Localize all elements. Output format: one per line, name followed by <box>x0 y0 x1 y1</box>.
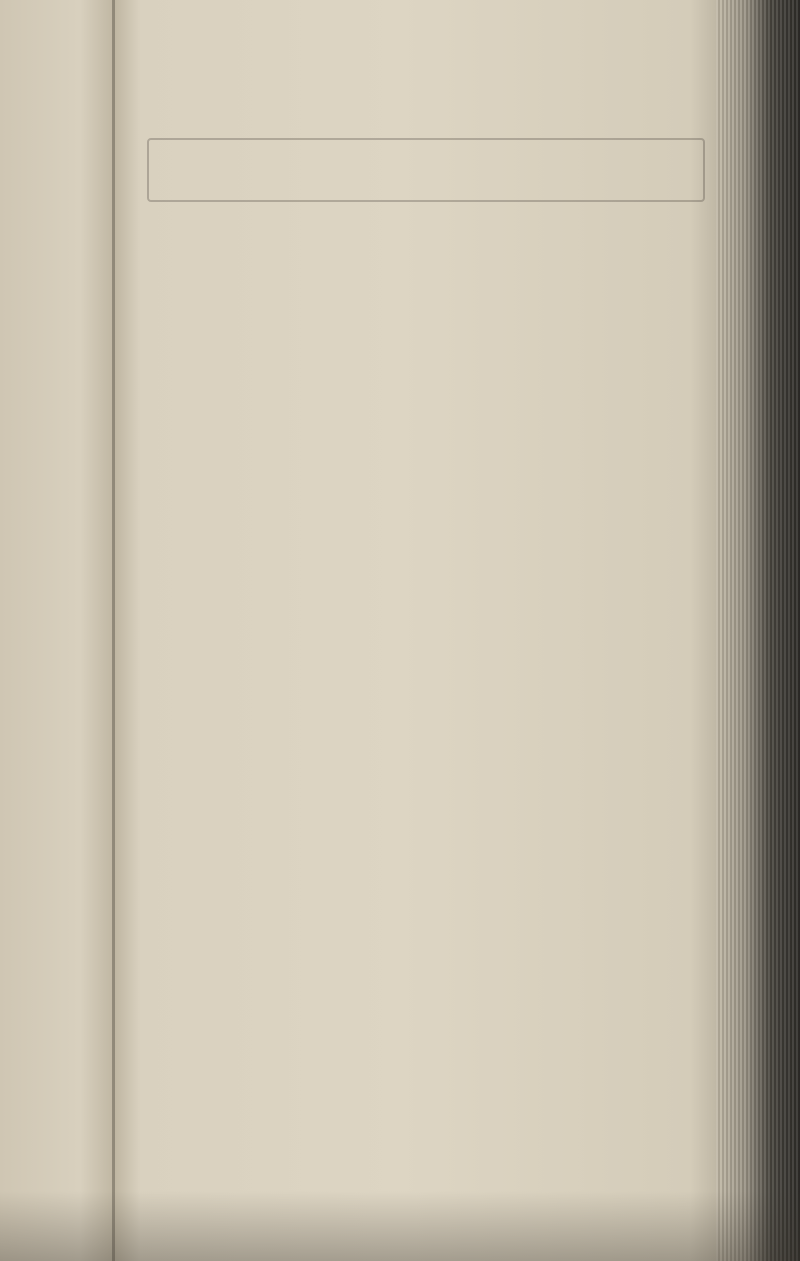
page-gutter <box>112 0 115 1261</box>
page-edge <box>716 0 800 1261</box>
bottom-shadow <box>0 1191 800 1261</box>
ornamental-headpiece <box>146 137 706 203</box>
body-text <box>150 307 718 311</box>
